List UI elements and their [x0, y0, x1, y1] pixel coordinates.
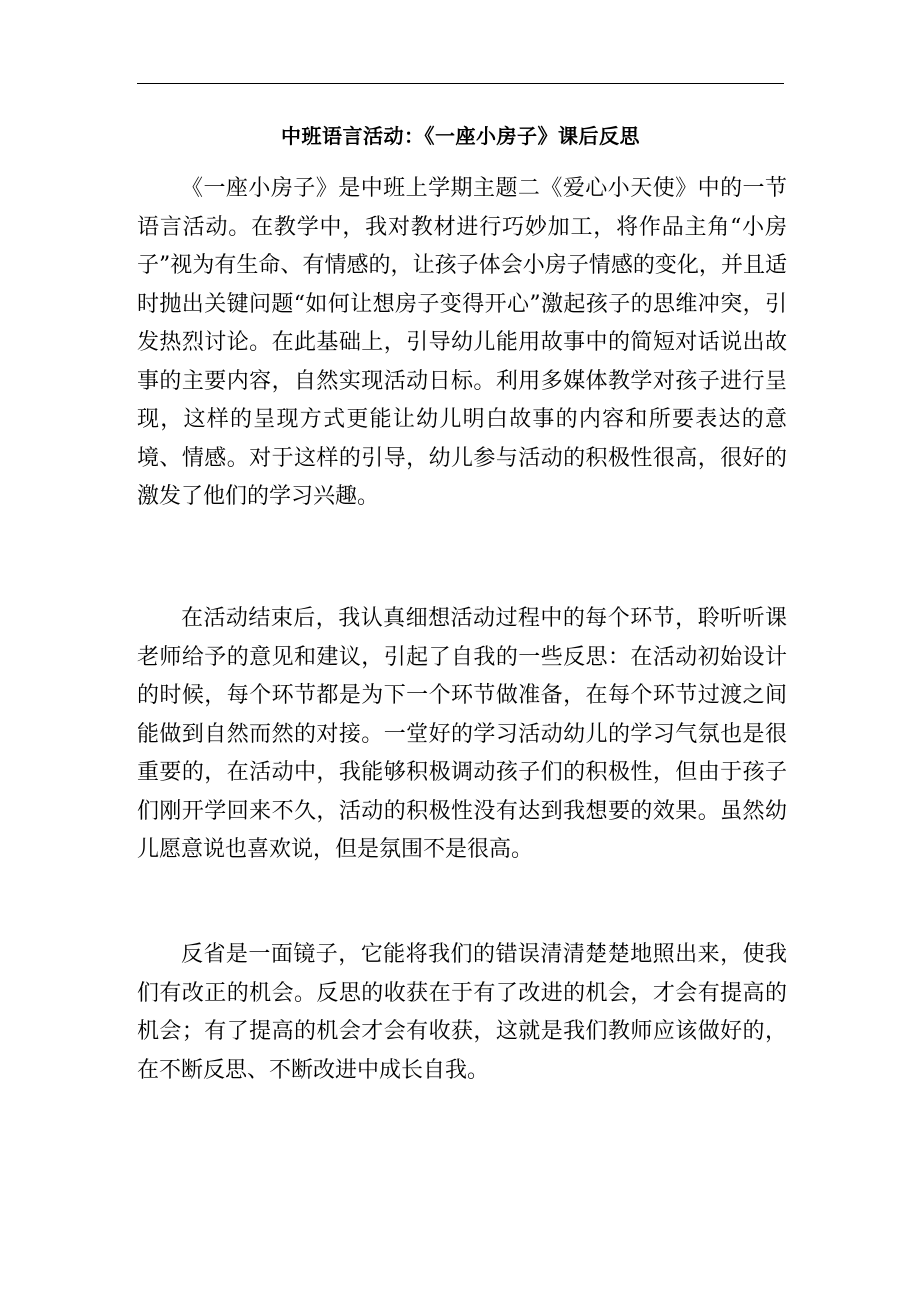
document-title: 中班语言活动：《一座小房子》课后反思 — [281, 124, 640, 148]
paragraph-2: 在活动结束后，我认真细想活动过程中的每个环节，聆听听课老师给予的意见和建议，引起了自我的一些反思：在活动初始设计的时候，每个环节都是为下一个环节做准备，在每个环节过渡之间能做到自然而然的对接。一堂好的学习活动幼儿的学习气氛也是很重要的，在活动中，我能够积极调动孩子们的积极性，但由于孩子们刚开学回来不久，活动的积极性没有达到我想要的效果。虽然幼儿愿意说也喜欢说，但是氛围不是很高。 — [137, 606, 787, 862]
paragraph-3: 反省是一面镜子，它能将我们的错误清清楚楚地照出来，使我们有改正的机会。反思的收获在于有了改进的机会，才会有提高的机会；有了提高的机会才会有收获，这就是我们教师应该做好的，在不断反思、不断改进中成长自我。 — [137, 942, 787, 1083]
paragraph-1: 《一座小房子》是中班上学期主题二《爱心小天使》中的一节语言活动。在教学中，我对教材进行巧妙加工，将作品主角“小房子”视为有生命、有情感的，让孩子体会小房子情感的变化，并且适时抛出关键问题“如何让想房子变得开心”激起孩子的思维冲突，引发热烈讨论。在此基础上，引导幼儿能用故事中的简短对话说出故事的主要内容，自然实现活动日标。利用多媒体教学对孩子进行呈现，这样的呈现方式更能让幼儿明白故事的内容和所要表达的意境、情感。对于这样的引导，幼儿参与活动的积极性很高，很好的激发了他们的学习兴趣。 — [137, 176, 787, 509]
header-rule — [137, 83, 784, 84]
